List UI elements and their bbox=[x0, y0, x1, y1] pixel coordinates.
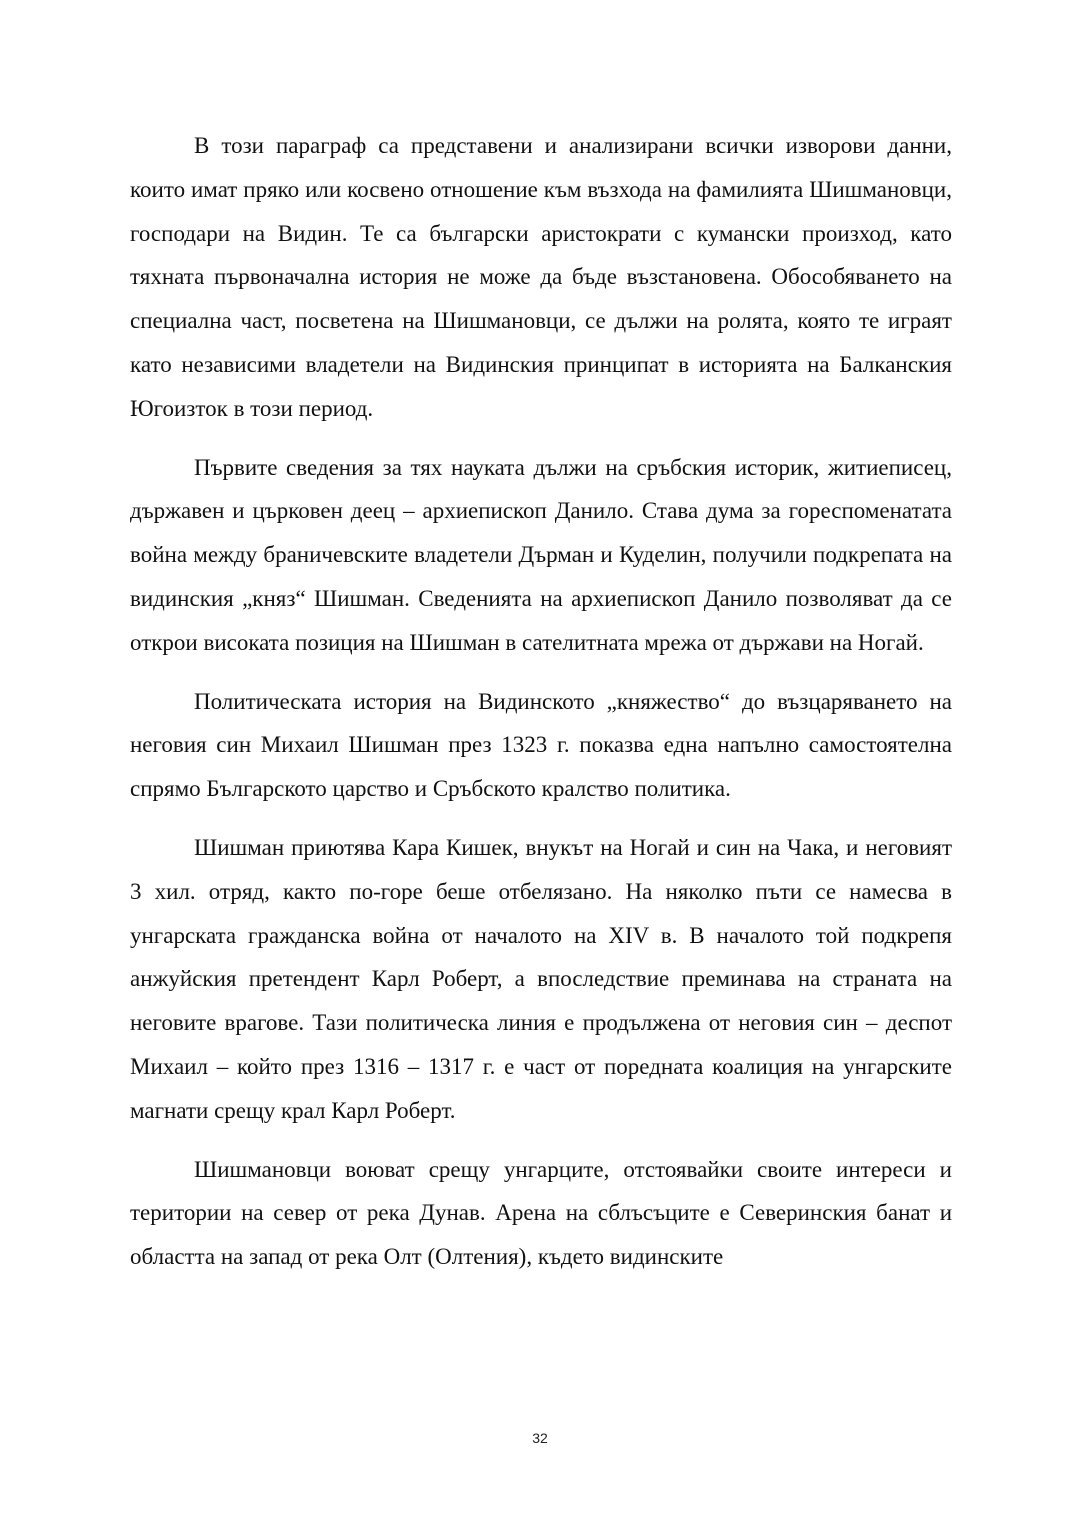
paragraph-1: В този параграф са представени и анализирани всички изворови данни, които имат пряко или косвено отношение към възхода на фамилията Шишмановци, господари на Видин. Те са български аристократи с кумански произход, като тяхната първоначална история не може да бъде възстановена. Обособяването на специална част, посветена на Шишмановци, се дължи на ролята, която те играят като независими владетели на Видинския принципат в историята на Балканския Югоизток в този период. bbox=[130, 133, 952, 421]
page-number: 32 bbox=[532, 1430, 548, 1446]
paragraph-4: Шишман приютява Кара Кишек, внукът на Ногай и син на Чака, и неговият 3 хил. отряд, както по-горе беше отбелязано. На няколко пъти се намесва в унгарската гражданска война от началото на XIV в. В началото той подкрепя анжуйския претендент Карл Роберт, а впоследствие преминава на страната на неговите врагове. Тази политическа линия е продължена от неговия син – деспот Михаил – който през 1316 – 1317 г. е част от поредната коалиция на унгарските магнати срещу крал Карл Роберт. bbox=[130, 834, 952, 1123]
paragraph-2: Първите сведения за тях науката дължи на сръбския историк, житиеписец, държавен и църковен деец – архиепископ Данило. Става дума за гореспоменатата война между браничевските владетели Дърман и Куделин, получили подкрепата на видинския „княз“ Шишман. Сведенията на архиепископ Данило позволяват да се открои високата позиция на Шишман в сателитната мрежа от държави на Ногай. bbox=[130, 454, 952, 655]
body-text bbox=[130, 124, 952, 1294]
paragraph-5: Шишмановци воюват срещу унгарците, отстоявайки своите интереси и територии на север от река Дунав. Арена на сблъсъците е Северинския банат и областта на запад от река Олт (Олтения), където видинските bbox=[130, 1156, 952, 1270]
paragraph-3: Политическата история на Видинското „княжество“ до възцаряването на неговия син Михаил Шишман през 1323 г. показва една напълно самостоятелна спрямо Българското царство и Сръбското кралство политика. bbox=[130, 688, 952, 802]
